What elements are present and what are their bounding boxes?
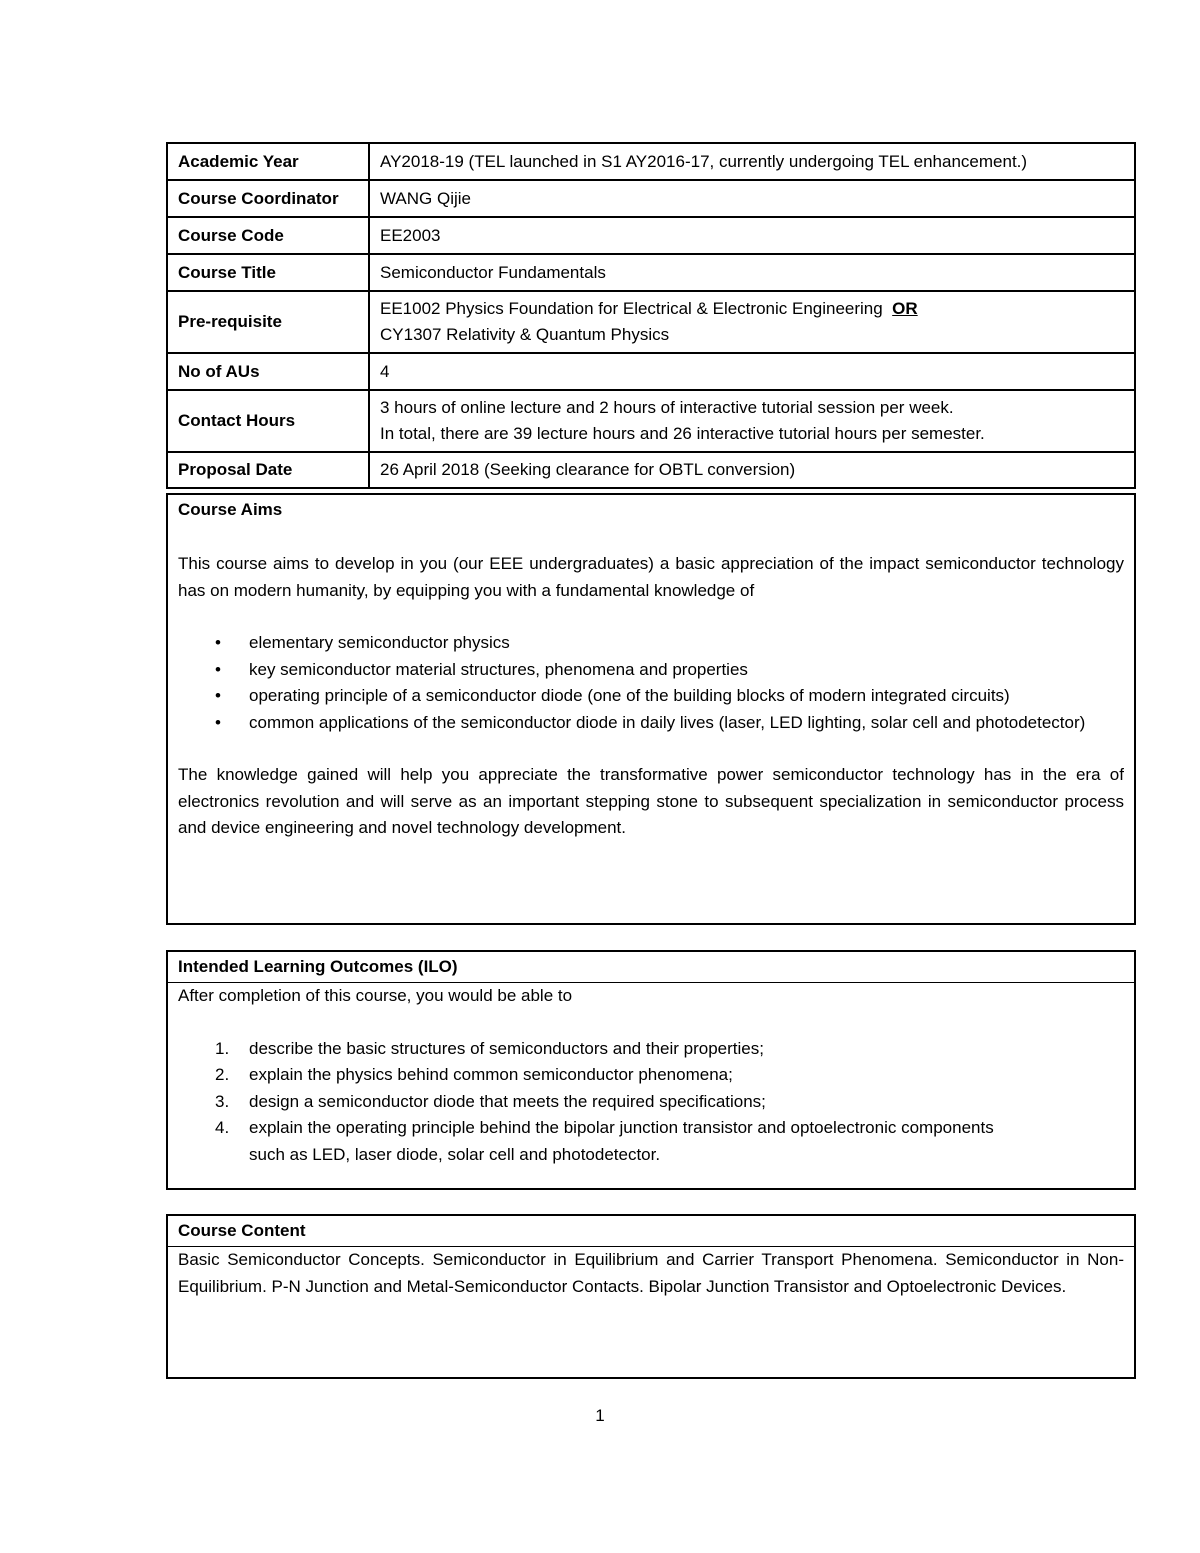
list-number: 4. — [215, 1118, 230, 1137]
course-content-heading: Course Content — [168, 1216, 1134, 1247]
row-proposal-date — [167, 452, 1135, 488]
contact-hours-line-2: In total, there are 39 lecture hours and 26 interactive tutorial hours per semester. — [380, 424, 985, 443]
course-aims-intro: This course aims to develop in you (our EEE undergraduates) a basic appreciation of the impact semiconductor technology has on modern humanity, by equipping you with a fundamental knowledge of — [178, 554, 1124, 600]
course-code-value: EE2003 — [369, 217, 1135, 254]
aus-value: 4 — [369, 353, 1135, 390]
row-contact-hours — [167, 390, 1135, 452]
proposal-date-label: Proposal Date — [167, 452, 369, 488]
bullet-icon: • — [215, 686, 221, 705]
course-title-value: Semiconductor Fundamentals — [369, 254, 1135, 291]
course-content-text: Basic Semiconductor Concepts. Semiconductor in Equilibrium and Carrier Transport Phenomena. Semiconductor in Non-Equilibrium. P-N Junction and Metal-Semiconductor Contacts. Bipolar Junction Transistor and Optoelectronic Devices. — [178, 1250, 1124, 1296]
row-academic-year — [167, 143, 1135, 180]
list-item: 1. describe the basic structures of semiconductors and their properties; — [178, 1036, 1124, 1063]
list-number: 1. — [215, 1038, 230, 1058]
list-item: • operating principle of a semiconductor diode (one of the building blocks of modern integrated circuits) — [178, 683, 1124, 710]
coordinator-value: WANG Qijie — [369, 180, 1135, 217]
list-item: • elementary semiconductor physics — [178, 630, 1124, 657]
list-item: 2. explain the physics behind common semiconductor phenomena; — [178, 1062, 1124, 1089]
prerequisite-or: OR — [892, 299, 918, 318]
contact-hours-label: Contact Hours — [167, 390, 369, 452]
contact-hours-line-1: 3 hours of online lecture and 2 hours of interactive tutorial session per week. — [380, 398, 954, 417]
bullet-icon: • — [215, 659, 221, 679]
ilo-intro: After completion of this course, you would be able to — [178, 986, 573, 1005]
prerequisite-line-1: EE1002 Physics Foundation for Electrical & Electronic Engineering OR — [380, 299, 918, 318]
coordinator-label: Course Coordinator — [167, 180, 369, 217]
list-item: • common applications of the semiconductor diode in daily lives (laser, LED lighting, solar cell and photodetector) — [178, 710, 1124, 737]
row-course-title — [167, 254, 1135, 291]
prerequisite-label: Pre-requisite — [167, 291, 369, 353]
ilo-heading: Intended Learning Outcomes (ILO) — [168, 952, 1134, 983]
course-info-table — [166, 142, 1136, 489]
course-aims-list — [178, 630, 1124, 736]
academic-year-label: Academic Year — [167, 143, 369, 180]
list-number: 2. — [215, 1065, 230, 1084]
bullet-icon: • — [215, 633, 221, 652]
academic-year-value: AY2018-19 (TEL launched in S1 AY2016-17, currently undergoing TEL enhancement.) — [369, 143, 1135, 180]
page-number: 1 — [595, 1406, 605, 1425]
row-course-code — [167, 217, 1135, 254]
prerequisite-line-2: CY1307 Relativity & Quantum Physics — [380, 325, 670, 344]
ilo-section — [166, 950, 1136, 1190]
bullet-icon: • — [215, 712, 221, 732]
course-aims-conclusion: The knowledge gained will help you appreciate the transformative power semiconductor technology has in the era of electronics revolution and will serve as an important stepping stone to subsequent specialization in semiconductor process and device engineering and novel technology development. — [178, 765, 1124, 837]
course-aims-section — [166, 493, 1136, 925]
course-title-label: Course Title — [167, 254, 369, 291]
list-number: 3. — [215, 1091, 230, 1111]
course-content-section — [166, 1214, 1136, 1379]
course-code-label: Course Code — [167, 217, 369, 254]
list-item: 3. design a semiconductor diode that meets the required specifications; — [178, 1089, 1124, 1116]
list-item: • key semiconductor material structures, phenomena and properties — [178, 657, 1124, 684]
list-item: 4. explain the operating principle behind the bipolar junction transistor and optoelectronic components such as LED, laser diode, solar cell and photodetector. — [178, 1115, 1124, 1168]
course-aims-heading: Course Aims — [178, 500, 283, 519]
ilo-list — [178, 1036, 1124, 1169]
row-coordinator — [167, 180, 1135, 217]
prerequisite-value — [369, 291, 1135, 353]
aus-label: No of AUs — [167, 353, 369, 390]
proposal-date-value: 26 April 2018 (Seeking clearance for OBTL conversion) — [369, 452, 1135, 488]
row-aus — [167, 353, 1135, 390]
row-prerequisite — [167, 291, 1135, 353]
contact-hours-value — [369, 390, 1135, 452]
